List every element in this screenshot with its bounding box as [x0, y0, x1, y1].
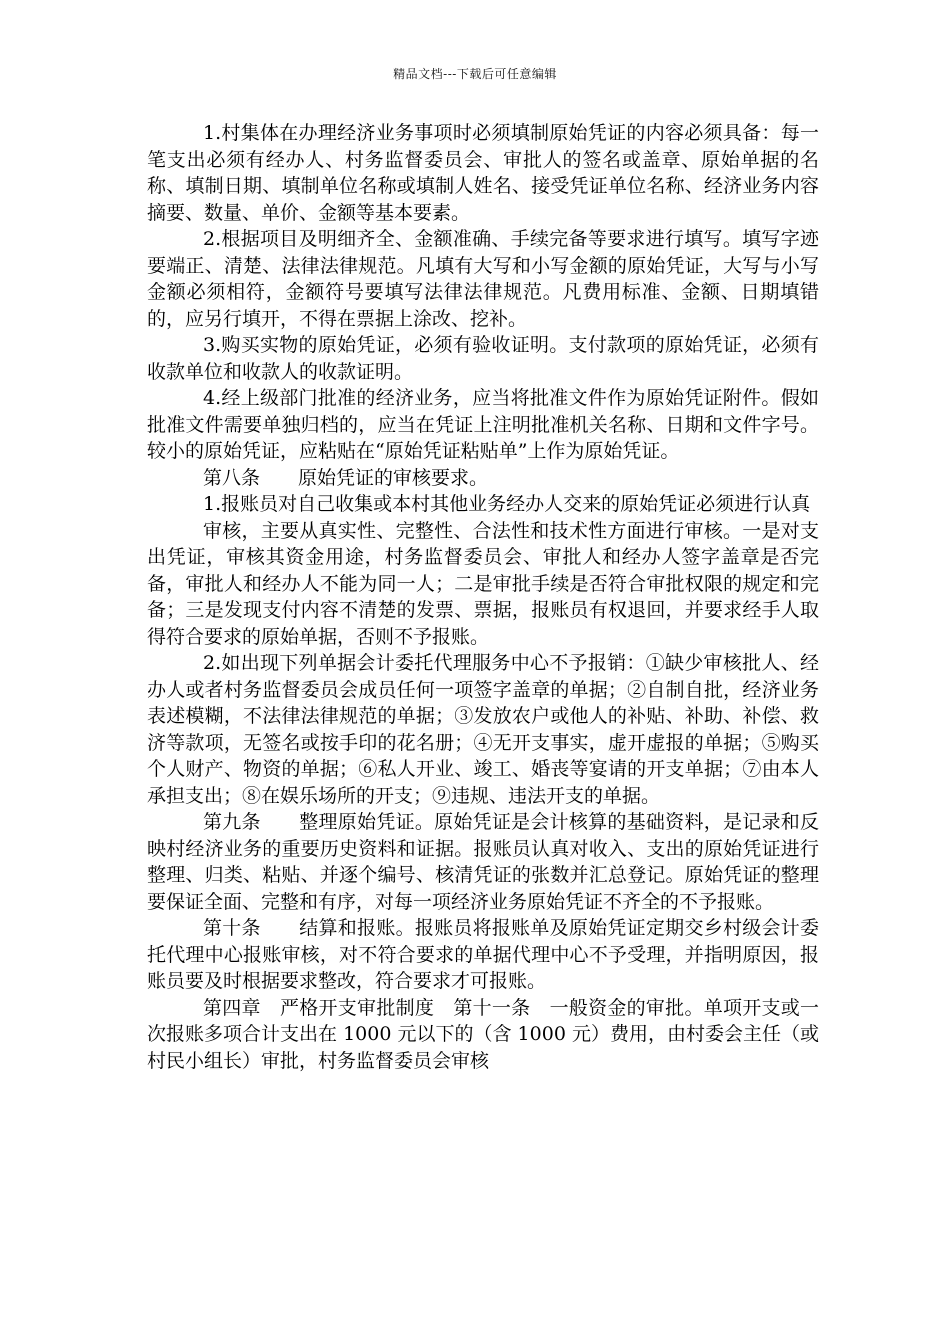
paragraph-review-detail: 审核，主要从真实性、完整性、合法性和技术性方面进行审核。一是对支出凭证，审核其资金用途，村务监督委员会、审批人和经办人签字盖章是否完备，审批人和经办人不能为同一人；二是审批手续是否符合审批权限的规定和完备；三是发现支付内容不清楚的发票、票据，报账员有权退回，并要求经手人取得符合要求的原始单据，否则不予报账。	[147, 519, 819, 648]
paragraph-item-1: 1.村集体在办理经济业务事项时必须填制原始凭证的内容必须具备：每一笔支出必须有经办人、村务监督委员会、审批人的签名或盖章、原始单据的名称、填制日期、填制单位名称或填制人姓名、接受凭证单位名称、经济业务内容摘要、数量、单价、金额等基本要素。	[147, 122, 819, 224]
section-heading-article-8: 第八条 原始凭证的审核要求。	[203, 466, 489, 489]
page-header: 精品文档---下载后可任意编辑	[393, 67, 557, 81]
paragraph-review-1: 1.报账员对自己收集或本村其他业务经办人交来的原始凭证必须进行认真	[203, 493, 811, 515]
paragraph-review-2: 2.如出现下列单据会计委托代理服务中心不予报销：①缺少审核批人、经办人或者村务监督委员会成员任何一项签字盖章的单据；②自制自批，经济业务表述模糊，不法律法律规范的单据；③发放农户或他人的补贴、补助、补偿、救济等款项，无签名或按手印的花名册；④无开支事实，虚开虚报的单据；⑤购买个人财产、物资的单据；⑥私人开业、竣工、婚丧等宴请的开支单据；⑦由本人承担支出；⑧在娱乐场所的开支；⑨违规、违法开支的单据。	[147, 652, 819, 807]
document-body	[147, 120, 819, 1074]
paragraph-article-10: 第十条 结算和报账。报账员将报账单及原始凭证定期交乡村级会计委托代理中心报账审核，对不符合要求的单据代理中心不予受理，并指明原因，报账员要及时根据要求整改，符合要求才可报账。	[147, 917, 819, 992]
paragraph-item-3: 3.购买实物的原始凭证，必须有验收证明。支付款项的原始凭证，必须有收款单位和收款人的收款证明。	[147, 334, 819, 383]
paragraph-item-2: 2.根据项目及明细齐全、金额准确、手续完备等要求进行填写。填写字迹要端正、清楚、法律法律规范。凡填有大写和小写金额的原始凭证，大写与小写金额必须相符，金额符号要填写法律法律规范。凡费用标准、金额、日期填错的，应另行填开，不得在票据上涂改、挖补。	[147, 228, 819, 330]
paragraph-item-4: 4.经上级部门批准的经济业务，应当将批准文件作为原始凭证附件。假如批准文件需要单独归档的，应当在凭证上注明批准机关名称、日期和文件字号。较小的原始凭证，应粘贴在“原始凭证粘贴单”上作为原始凭证。	[147, 387, 819, 462]
paragraph-article-9: 第九条 整理原始凭证。原始凭证是会计核算的基础资料，是记录和反映村经济业务的重要历史资料和证据。报账员认真对收入、支出的原始凭证进行整理、归类、粘贴、并逐个编号、核清凭证的张数并汇总登记。原始凭证的整理要保证全面、完整和有序，对每一项经济业务原始凭证不齐全的不予报账。	[147, 811, 819, 913]
paragraph-chapter-4: 第四章 严格开支审批制度 第十一条 一般资金的审批。单项开支或一次报账多项合计支出在 1000 元以下的（含 1000 元）费用，由村委会主任（或村民小组长）审批，村务监督委员会审核	[147, 996, 819, 1072]
